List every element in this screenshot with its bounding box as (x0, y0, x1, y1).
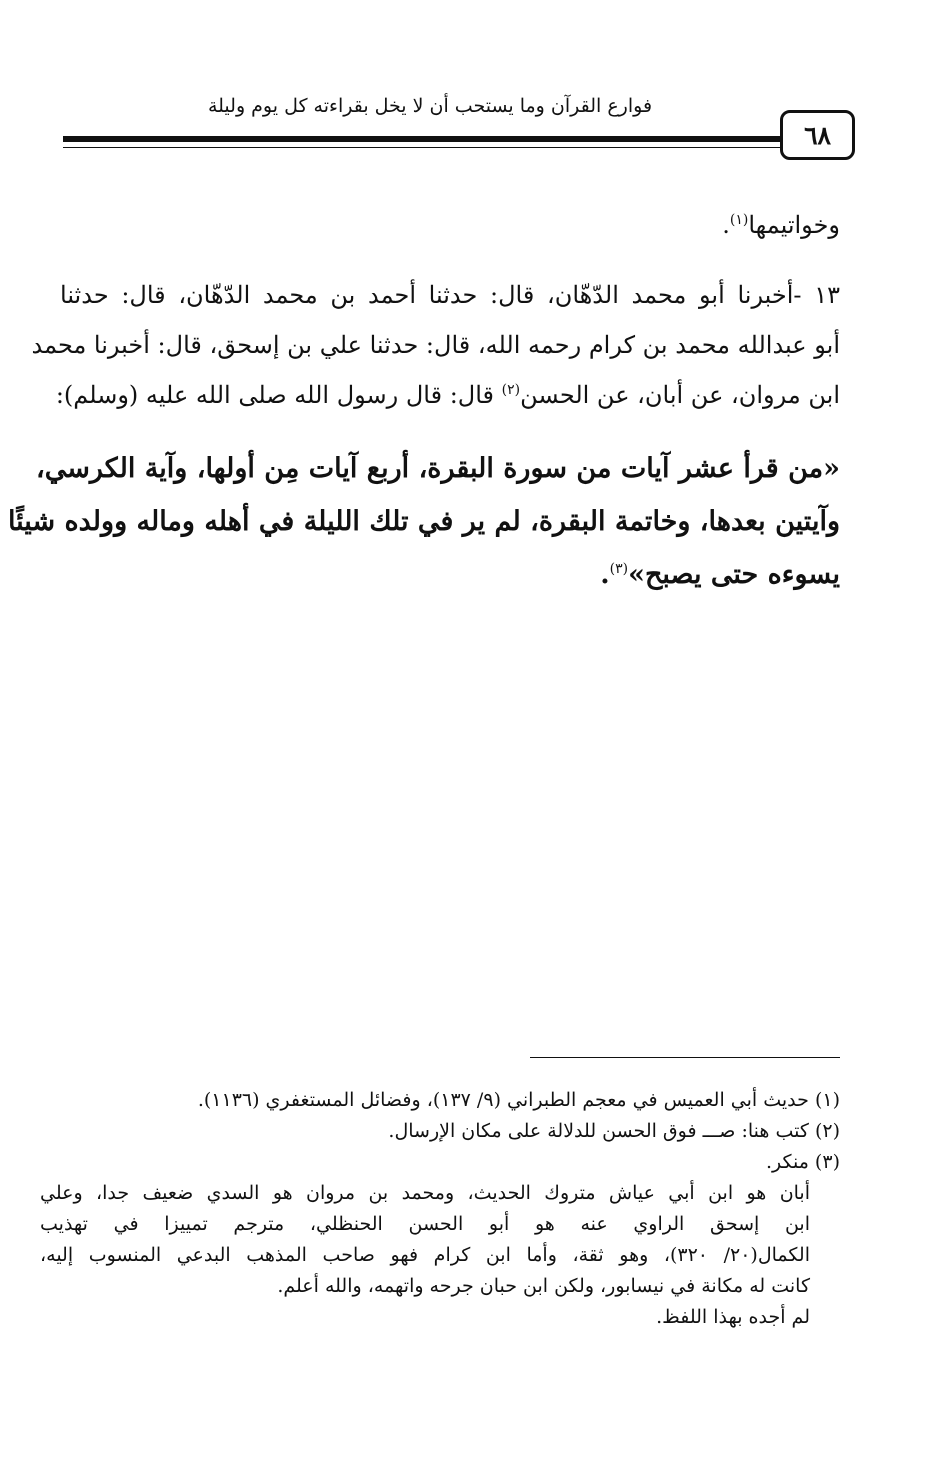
page-number: ٦٨ (804, 121, 831, 150)
running-title: فوارع القرآن وما يستحب أن لا يخل بقراءته كل يوم وليلة (207, 95, 653, 117)
footnote-3-line-5: لم أجده بهذا اللفظ. (656, 1306, 810, 1328)
footnotes (40, 1085, 840, 1333)
isnad-line-1: ١٣ -أخبرنا أبو محمد الدّهّان، قال: حدثنا أحمد بن محمد الدّهّان، قال: حدثنا (60, 281, 840, 309)
footnote-ref-3: (٣) (609, 561, 629, 577)
opening-line: وخواتيمها$^{(١)}$. (722, 211, 840, 239)
footnote-ref-2: (٢) (501, 382, 521, 398)
footnote-2: (٢) كتب هنا: صـــ فوق الحسن للدلالة على مكان الإرسال. (388, 1120, 840, 1142)
hadith-line-1: «من قرأ عشر آيات من سورة البقرة، أربع آيات مِن أولها، وآية الكرسي، (36, 453, 840, 484)
footnote-3-line-2: ابن إسحق الراوي عنه هو أبو الحسن الحنظلي، مترجم تمييزا في تهذيب (40, 1213, 810, 1235)
isnad-line-3: ابن مروان، عن أبان، عن الحسن$^{(٢)}$ قال: قال رسول الله صلى الله عليه (وسلم): (55, 381, 840, 409)
isnad-line-2: أبو عبدالله محمد بن كرام رحمه الله، قال: حدثنا علي بن إسحق، قال: أخبرنا محمد (31, 331, 840, 359)
footnote-3-line-4: كانت له مكانة في نيسابور، ولكن ابن حبان جرحه واتهمه، والله أعلم. (277, 1275, 810, 1297)
hadith-line-3: يسوءه حتى يصبح»$^{(٣)}$. (600, 559, 840, 590)
footnote-3: (٣) منكر. (765, 1151, 840, 1173)
hadith-text (7, 442, 840, 601)
hadith-line-2: وآيتين بعدها، وخاتمة البقرة، لم ير في تلك الليلة في أهله وماله وولده شيئًا (7, 506, 840, 537)
footnote-1: (١) حديث أبي العميس في معجم الطبراني (٩/ ١٣٧)، وفضائل المستغفري (١١٣٦). (197, 1089, 840, 1111)
footnote-separator (530, 1057, 840, 1058)
footnote-ref-1: (١) (729, 212, 749, 228)
header-rule-thick (63, 136, 783, 142)
footnote-3-line-1: أبان هو ابن أبي عياش متروك الحديث، ومحمد بن مروان هو السدي ضعيف جدا، وعلي (40, 1182, 810, 1204)
footnote-3-line-3: الكمال(٢٠/ ٣٢٠)، وهو ثقة، وأما ابن كرام فهو صاحب المذهب البدعي المنسوب إليه، (40, 1244, 810, 1266)
header-rule-thin (63, 147, 783, 148)
opening-paragraph (60, 200, 840, 250)
isnad-paragraph (31, 270, 840, 420)
